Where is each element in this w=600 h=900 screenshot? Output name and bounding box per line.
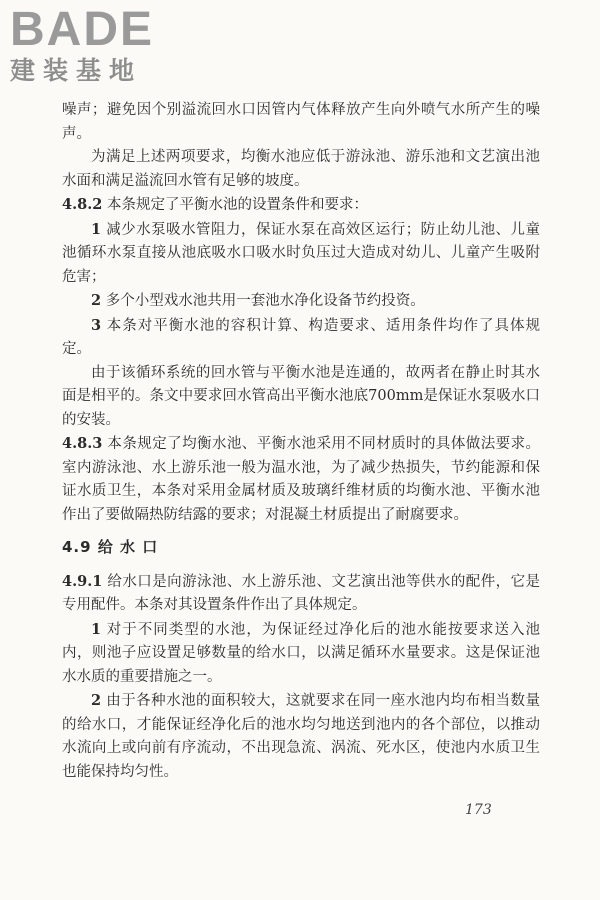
page-number: 173 (465, 802, 492, 818)
paragraph-text: 对于不同类型的水池，为保证经过净化后的池水能按要求送入池内，则池子应设置足够数量的给水口，以满足循环水量要求。这是保证池水水质的重要措施之一。 (62, 621, 541, 685)
paragraph-text: 由于各种水池的面积较大，这就要求在同一座水池内均布相当数量的给水口，才能保证经净化后的池水均匀地送到池内的各个部位，以推动水流向上或向前有序流动，不出现急流、涡流、死水区，使池内水质卫生也能保持均匀性。 (62, 693, 541, 780)
site-logo (10, 3, 190, 86)
paragraph-text: 本条对平衡水池的容积计算、构造要求、适用条件均作了具体规定。 (62, 317, 541, 357)
item-number: 2 (91, 692, 102, 709)
paragraph-text: 由于该循环系统的回水管与平衡水池是连通的，故两者在静止时其水面是相平的。条文中要求回水管高出平衡水池底700mm是保证水泵吸水口的安装。 (62, 364, 540, 428)
clause-number: 4.9.1 (62, 572, 103, 590)
logo-subtitle: 建装基地 (10, 56, 143, 85)
section-number: 4.9 (62, 538, 92, 556)
paragraph-text: 本条规定了平衡水池的设置条件和要求： (106, 197, 368, 213)
clause-paragraph (62, 432, 540, 527)
item-paragraph (62, 289, 540, 314)
paragraph-text: 减少水泵吸水管阻力，保证水泵在高效区运行；防止幼儿池、儿童池循环水泵直接从池底吸水口吸水时负压过大造成对幼儿、儿童产生吸附危害； (62, 221, 541, 285)
item-number: 1 (91, 620, 102, 638)
page-content (62, 99, 540, 784)
paragraph-text: 为满足上述两项要求，均衡水池应低于游泳池、游乐池和文艺演出池水面和满足溢流回水管有足够的坡度。 (62, 149, 540, 189)
paragraph-text: 噪声；避免因个别溢流回水口因管内气体释放产生向外喷气水所产生的噪声。 (62, 102, 540, 142)
paragraph (62, 99, 540, 146)
item-paragraph (62, 689, 540, 784)
paragraph-text: 本条规定了均衡水池、平衡水池采用不同材质时的具体做法要求。室内游泳池、水上游乐池一般为温水池，为了减少热损失，节约能源和保证水质卫生，本条对采用金属材质及玻璃纤维材质的均衡水池、平衡水池作出了要做隔热防结露的要求；对混凝土材质提出了耐腐要求。 (62, 436, 541, 523)
section-heading (62, 536, 540, 560)
paragraph-text: 给水口是向游泳池、水上游乐池、文艺演出池等供水的配件，它是专用配件。本条对其设置条件作出了具体规定。 (62, 573, 541, 613)
paragraph (62, 362, 540, 433)
item-number: 3 (91, 316, 102, 334)
clause-paragraph (62, 570, 540, 618)
item-number: 2 (91, 292, 102, 309)
clause-paragraph (62, 193, 540, 218)
item-paragraph (62, 618, 540, 690)
item-number: 1 (91, 220, 102, 238)
clause-number: 4.8.2 (62, 196, 103, 213)
item-paragraph (62, 218, 540, 290)
paragraph (62, 146, 540, 193)
logo-brand-text: BADE (10, 3, 155, 56)
section-title-text: 给 水 口 (97, 538, 159, 556)
item-paragraph (62, 314, 540, 362)
paragraph-text: 多个小型戏水池共用一套池水净化设备节约投资。 (105, 293, 425, 309)
clause-number: 4.8.3 (62, 435, 103, 452)
